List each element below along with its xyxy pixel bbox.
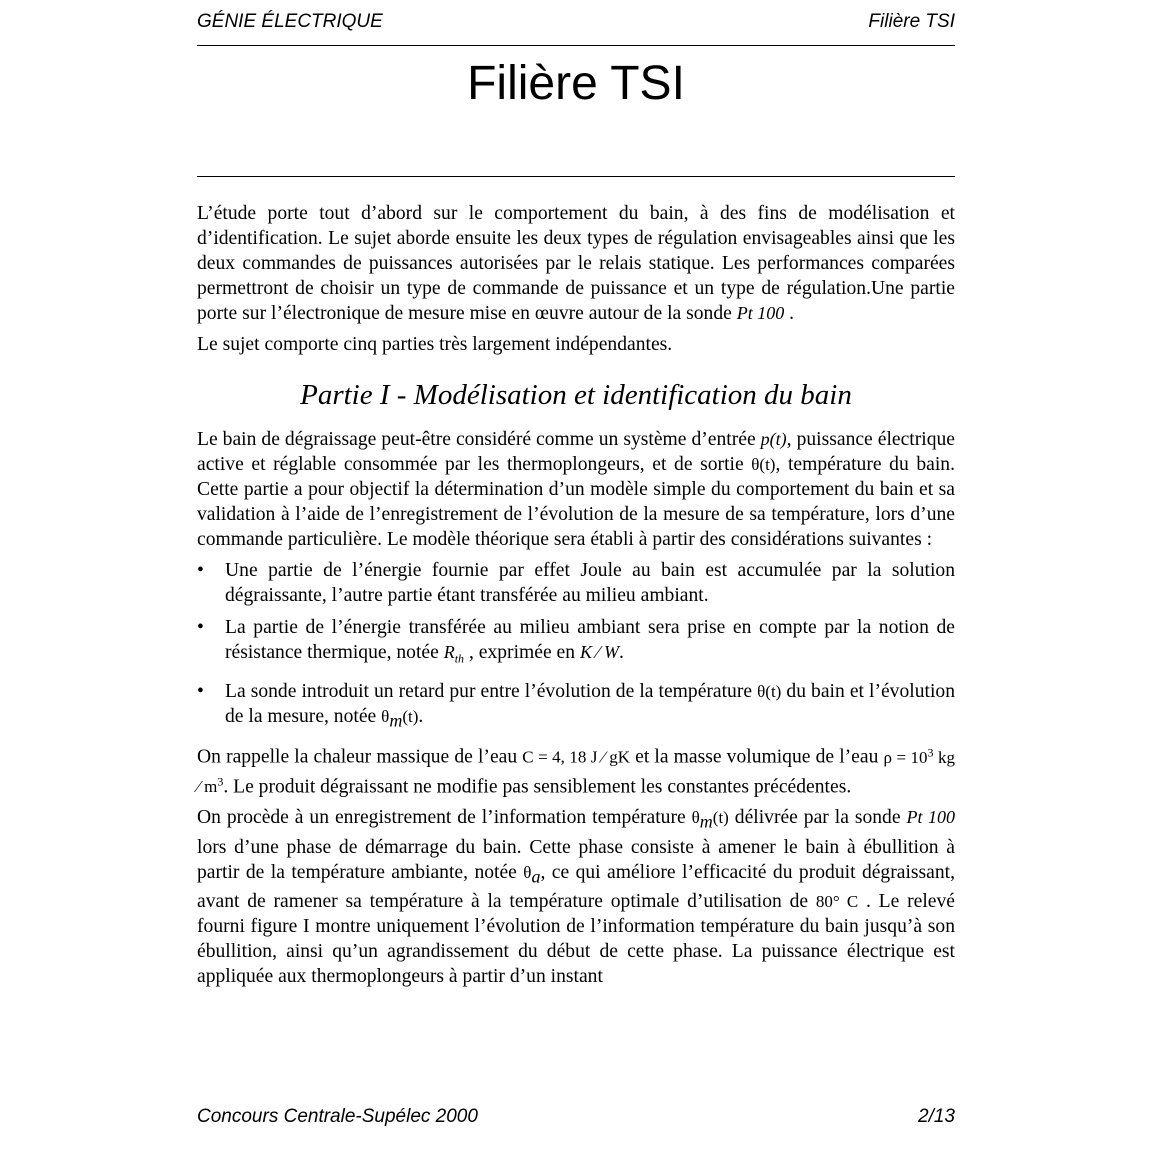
symbol-theta-m: $\theta_m(t)$ (381, 706, 419, 730)
page-title: Filière TSI (467, 57, 685, 110)
title-divider (197, 176, 955, 177)
section-paragraph-2: On rappelle la chaleur massique de l’eau C = 4, 18 J ⁄ gK et la masse volumique de l’eau $\rho = 10^3$ kg ⁄ $m^3$. Le produit dégraissant ne modifie pas sensiblement les constantes précédentes. (197, 744, 955, 798)
symbol-rth: $R_{th}$ (443, 642, 465, 666)
symbol-theta-a: $\theta_a$ (523, 862, 541, 887)
value-80c: 80° C (815, 892, 859, 912)
list-item: • La sonde introduit un retard pur entre l’évolution de la température θ(t) du bain et l’évolution de la mesure, notée $\theta_m(t)$. (197, 680, 956, 730)
formula-density: $\rho = 10^3$ kg ⁄ $m^3$ (197, 744, 955, 797)
page-number: 2/13 (918, 1106, 955, 1127)
running-footer (197, 1106, 955, 1128)
symbol-pt100: Pt 100 (736, 303, 785, 323)
header-track: Filière TSI (868, 11, 955, 32)
running-header (197, 11, 955, 37)
bullet-icon: • (197, 617, 204, 638)
header-divider (197, 45, 955, 46)
symbol-p-t: p(t) (760, 429, 787, 449)
intro-paragraph-1: L’étude porte tout d’abord sur le comportement du bain, à des fins de modélisation et d’identification. Le sujet aborde ensuite les deux types de régulation envisageables ainsi que les deux commandes de puissances autorisées par le relais statique. Les performances comparées permettront de choisir un type de commande de puissance et un type de régulation.Une partie porte sur l’électronique de mesure mise en œuvre autour de la sonde Pt 100 . (197, 203, 955, 324)
section-heading: Partie I - Modélisation et identification du bain (300, 379, 852, 411)
intro-paragraph-2: Le sujet comporte cinq parties très largement indépendantes. (197, 334, 673, 355)
symbol-theta-t: θ(t) (751, 455, 776, 474)
formula-heat-capacity: C = 4, 18 J ⁄ gK (522, 747, 631, 767)
considerations-list (197, 558, 955, 733)
section-paragraph-1: Le bain de dégraissage peut-être considéré comme un système d’entrée p(t), puissance électrique active et réglable consommée par les thermoplongeurs, et de sortie θ(t), température du bain. Cette partie a pour objectif la détermination d’un modèle simple du comportement du bain et sa validation à l’aide de l’enregistrement de l’évolution de la mesure de sa température, lors d’une commande particulière. Le modèle théorique sera établi à partir des considérations suivantes : (197, 429, 956, 550)
bullet-icon: • (197, 560, 204, 581)
list-item: • La partie de l’énergie transférée au milieu ambiant sera prise en compte par la notion de résistance thermique, notée $R_{th}$ , exprimée en K ⁄ W. (197, 617, 955, 666)
section-paragraph-3: On procède à un enregistrement de l’information température $\theta_m(t)$ délivrée par la sonde Pt 100 lors d’une phase de démarrage du bain. Cette phase consiste à amener le bain à ébullition à partir de la température ambiante, notée $\theta_a$, ce qui améliore l’efficacité du produit dégraissant, avant de ramener sa température à la température optimale d’utilisation de 80° C . Le relevé fourni figure I montre uniquement l’évolution de l’information température du bain jusqu’à son ébullition, ainsi qu’un agrandissement du début de cette phase. La puissance électrique est appliquée aux thermoplongeurs à partir d’un instant (197, 807, 956, 988)
document-body (197, 201, 955, 995)
symbol-pt100: Pt 100 (906, 807, 956, 828)
footer-contest: Concours Centrale-Supélec 2000 (197, 1106, 478, 1127)
header-subject: GÉNIE ÉLECTRIQUE (197, 11, 383, 32)
symbol-theta-m: $\theta_m(t)$ (691, 808, 729, 832)
list-item: • Une partie de l’énergie fournie par effet Joule au bain est accumulée par la solution dégraissante, l’autre partie étant transférée au milieu ambiant. (197, 560, 955, 606)
bullet-icon: • (197, 680, 204, 702)
unit-k-per-w: K ⁄ W (579, 642, 619, 662)
symbol-theta-t: θ(t) (757, 681, 782, 701)
